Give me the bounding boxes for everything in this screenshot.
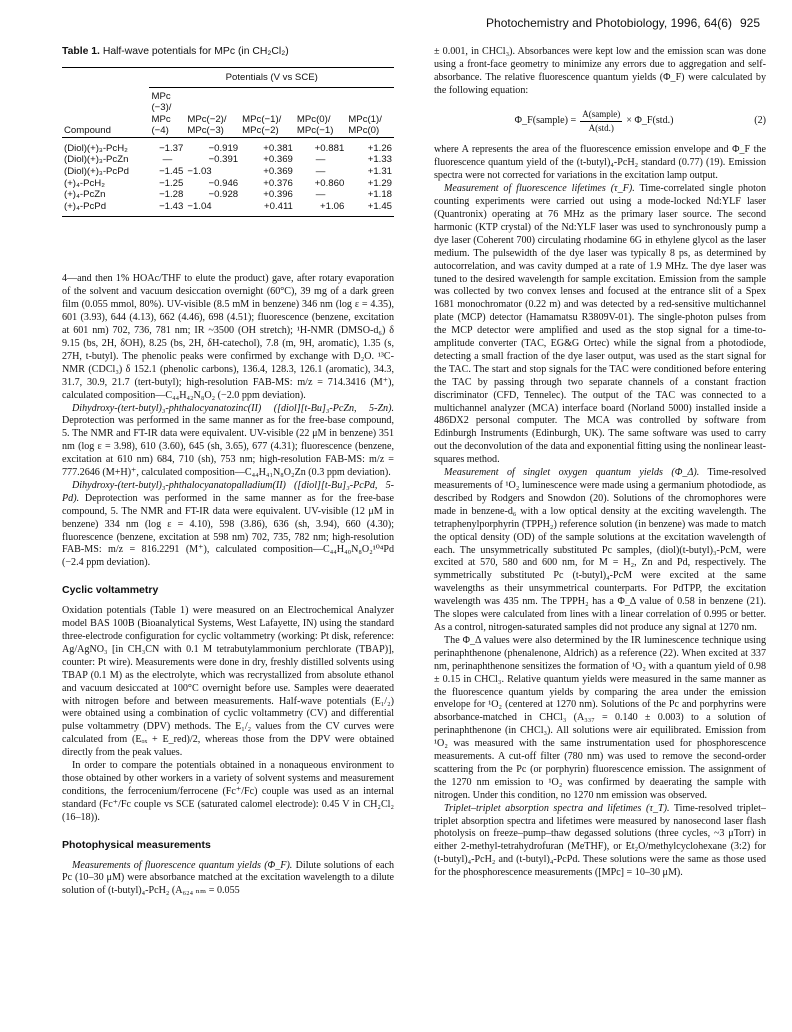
table-row: (+)₄-PcZn −1.28 −0.928 +0.396 — +1.18 — [64, 189, 392, 201]
table-row: (Diol)(+)₃-PcZn — −0.391 +0.369 — +1.33 — [64, 154, 392, 166]
col-header-mpc1: MPc(1)/ MPc(0) — [348, 113, 382, 137]
table-group-header: Potentials (V vs SCE) — [149, 67, 394, 87]
paragraph: Measurements of fluorescence quantum yields (Φ_F). Dilute solutions of each Pc (10–30 μM) were absorbance matched at the excitation wavelength to a dilute solution of (t-butyl)₄-PcH₂ (A₆₂₄ ₙₘ = 0.055 — [62, 859, 394, 897]
paragraph: Measurement of singlet oxygen quantum yields (Φ_Δ). Time-resolved measurements of ¹O₂ luminescence were made using a germanium photodiode, as described by Rodgers and Snowdon (20). Solutions of the chromophores were made in benzene-d₆ with a low optical density at the exciting wavelength. The tetraphenylporphyrin (TPPH₂) reference solution (in benzene) was made to match the optical density (OD) of the sample solutions at the excitation wavelength of each. The unsymmetrically substituted Pc samples, (diol)(t-butyl)₃-PcM, were excited at 570, 580 and 600 nm, for M = H₂, Zn and Pd, respectively. The symmetrically substituted Pc (t-butyl)₄-PcM were excited at the same wavelengths as their unsymmetrical counterparts. For PdTPP, the excitation wavelength was 435 nm. The TPPH₂ has a Φ_Δ value of 0.58 in benzene (21). The slopes were calculated from lines with a linear correlation of 0.995 or better. As a control, nitrogen-saturated samples did not produce any signal at 1270 nm. — [434, 467, 766, 633]
running-header — [0, 16, 760, 30]
paragraph: Measurement of fluorescence lifetimes (τ_F). Time-correlated single photon counting experiments were carried out using a mode-locked Nd:YLF laser (Quantronix) operating at 76 MHz as the primary laser source. The second harmonic (KTP crystal) of the Nd:YLF laser was used to synchronously pump a dye laser (Coherent 700) circulating rhodamine 6G in ethylene glycol as the laser medium. The pulsewidth of the dye laser was typically 8 ps, as determined by autocorrelation, and was cavity dumped at a rate of 1.9 MHz. The dye laser was tuned to the desired wavelength for sample excitation. Emission from the sample was collected by two convex lenses and focused at the entrance slit of a Spex 1681 monochromator (0.22 m) and was detected by a red-sensitive multichannel plate (MCP) detector (Hamamatsu R3809V-01). The single-photon pulses from the MCP detector were amplified and used as the stop signal for a time-to-amplitude converter (TAC, EG&G Ortec) while the signal from a photodiode, detecting a small fraction of the dye laser output, was used as the start signal for the TAC. The start and stop signals for the TAC were conditioned before entering the TAC by passing through two separate channels of a constant fraction discriminator (CFD, Tennelec). The output of the TAC was connected to a multichannel analyzer (MCA) interface board (Norland 5000) installed inside a 486DX2 personal computer. The MCA was controlled by software from Edinburgh Instruments (Edinburgh, UK). The same software was used to carry out the deconvolution of the data and exponential fitting using the nonlinear least-squares method. — [434, 183, 766, 466]
table-row: (Diol)(+)₃-PcPd −1.45 −1.03 +0.369 — +1.31 — [64, 166, 392, 178]
table-row: (+)₄-PcH₂ −1.25 −0.946 +0.376 +0.860 +1.29 — [64, 177, 392, 189]
equation-2 — [434, 108, 766, 135]
paragraph: where A represents the area of the fluorescence emission envelope and Φ_F the fluorescence quantum yield of the (t-butyl)₄-PcH₂ standard (0.77) (19). Emission spectra were not corrected for variations in the excitation lamp output. — [434, 144, 766, 182]
table-row: (+)₄-PcPd −1.43 −1.04 +0.411 +1.06 +1.45 — [62, 201, 394, 217]
section-heading-cyclic-voltammetry: Cyclic voltammetry — [62, 584, 159, 597]
paragraph: 4—and then 1% HOAc/THF to elute the product) gave, after rotary evaporation of the solvent and vacuum desiccation overnight (60°C), 39 mg of a dark green film (0.055 mmol, 80%). UV-visible (8.5 mM in benzene) 346 nm (log ε = 4.35), 601 (3.93), 644 (4.13), 662 (4.46), 698 (4.51); fluorescence (benzene, excitation at 601 nm) 702, 736, 781 nm; IR ~3500 (OH stretch); ¹H-NMR (DMSO-d₆) δ 9.15 (bs, 2H, δOH), 8.25 (bs, 2H, δH-catechol), 7.8 (m, 9H, aromatic), 1.35 (s, 27H, t-butyl). The phenolic peaks were confirmed by exchange with D₂O. ¹³C-NMR (CDCl₃) δ 152.1 (phenolic carbons), 136.4, 128.3, 126.1 (aromatic), 34.3, 31.7, 30.9, 21.7 (tert-butyl); high-resolution FAB-MS: m/z = 714.3416 (M⁺), calculated composition—C₄₄H₄₂N₈O₂ (−2.0 ppm deviation). — [62, 273, 394, 401]
paragraph: ± 0.001, in CHCl₃). Absorbances were kept low and the emission scan was done using a front-face geometry to minimize any errors due to aggregation and self-absorbance. The relative fluorescence quantum yields (Φ_F) were calculated by the following equation: — [434, 46, 766, 96]
paragraph: The Φ_Δ values were also determined by the IR luminescence technique using perinaphthenone (phenalenone, Aldrich) as a reference (22). When excited at 337 nm, perinaphthenone sensitizes the formation of ¹O₂ with a quantum yield of 0.98 ± 0.15 in CHCl₃. Relative quantum yields were measured in the same manner as the fluorescence quantum yields by comparing the area under the emission envelope for ¹O₂ (centered at 1270 nm). Solutions of the Pc and porphyrins were absorbance-matched in CHCl₃ (A₃₃₇ = 0.140 ± 0.003) to a solution of perinaphthenone (in CHCl₃). All solutions were air equilibrated. Emission from ¹O₂ was measured with the same instrumentation used for phosphorescence measurements. A cut-off filter (780 nm) was used to remove the second-order scattering from the Pc (or porphyrin) fluorescence emission. The assignment of the 1270 nm emission to ¹O₂ was confirmed by deaerating the sample with nitrogen. Under this condition, no 1270 nm emission was observed. — [434, 634, 766, 801]
page-number: 925 — [739, 16, 760, 30]
right-column — [434, 46, 766, 880]
table-row: (Diol)(+)₃-PcH₂ −1.37 −0.919 +0.381 +0.881 +1.26 — [64, 142, 392, 154]
left-column — [62, 46, 394, 898]
paragraph: In order to compare the potentials obtained in a nonaqueous environment to those obtained by other workers in a variety of solvent systems and measurement conditions, the ferrocenium/ferrocene (Fc⁺/Fc) couple was used as an internal standard (Fc⁺/Fc couple vs SCE (saturated calomel electrode): 0.45 V in CH₂Cl₂ (16–18)). — [62, 760, 394, 823]
col-header-mpc-1: MPc(−1)/ MPc(−2) — [242, 113, 282, 137]
equation-rhs: × Φ_F(std.) — [626, 114, 674, 126]
paragraph: Dihydroxy-(tert-butyl)₃-phthalocyanatozinc(II) ([diol][t-Bu]₃-PcZn, 5-Zn). Deprotection was performed in the same manner as for the free-base compound, 5. The NMR and FT-IR data were equivalent. UV-visible (22 μM in benzene) 351 nm (log ε = 3.98), 610 (3.60), 645 (sh, 3.65), 677 (4.31); fluorescence (benzene, excitation at 610 nm) 684, 710 (sh), 753 nm; high-resolution FAB-MS: m/z = 777.2646 (M+H)⁺, calculated composition—C₄₄H₄₁N₈O₂Zn (0.3 ppm deviation). — [62, 402, 394, 479]
paragraph: Triplet–triplet absorption spectra and lifetimes (τ_T). Time-resolved triplet–triplet absorption spectra and lifetimes were measured by nanosecond laser flash photolysis on freeze–pump–thaw degassed solutions (three cycles, ~3 μTorr) in either 2-methyl-tetrahydrofuran (MeTHF), or Et₂O/methylcyclohexane (3:2) for (t-butyl)₄-PcH₂ and (t-butyl)₄-PcPd. These solutions were the same as those used for the phosphorescence measurements ([MPc] = 10–30 μM). — [434, 802, 766, 879]
table-caption-text: Half-wave potentials for MPc (in CH₂Cl₂) — [102, 46, 289, 57]
equation-number: (2) — [754, 114, 766, 126]
journal-citation: Photochemistry and Photobiology, 1996, 64(6) — [486, 16, 732, 30]
col-header-mpc0: MPc(0)/ MPc(−1) — [296, 113, 334, 137]
paragraph: Dihydroxy-(tert-butyl)₃-phthalocyanatopalladium(II) ([diol][t-Bu]₃-PcPd, 5-Pd). Deprotection was performed in the same manner as for the free-base compound, 5. The NMR and FT-IR data were equivalent. UV-visible (12 μM in benzene) 334 nm (log ε = 4.10), 598 (3.86), 636 (sh, 3.94), 660 (4.30); fluorescence (benzene, excitation at 598 nm) 702, 735, 782 nm; high-resolution FAB-MS: m/z = 816.2291 (M⁺), calculated composition—C₄₄H₄₀N₈O₂¹⁰⁴Pd (−2.4 ppm deviation). — [62, 479, 394, 569]
half-wave-potentials-table — [62, 67, 394, 218]
table-label: Table 1. — [62, 46, 100, 57]
section-heading-photophysical: Photophysical measurements — [62, 838, 211, 851]
paragraph: Oxidation potentials (Table 1) were measured on an Electrochemical Analyzer model BAS 100B (Bioanalytical Systems, West Lafayette, IN) using the standard three-electrode configuration for cyclic voltammetry (working: Pt disk, reference: Ag/AgNO₃ [in CH₃CN with 0.1 M tetrabutylammonium perchlorate (TBAP)], counter: Pt wire). Measurements were done in dry, freshly distilled solvents using TBAP (0.1 M) as the electrolyte, which was recrystallized from absolute ethanol and vacuum desiccated at 100°C overnight before use. Samples were deaerated with nitrogen before and between measurements. Half-wave potentials (E₁/₂) were obtained using a combination of cyclic voltammetry (CV) and differential pulse voltammetry (DPV) methods. The E₁/₂ values from the CV curves were calculated from (Eₒₓ + E_red)/2, whereas those from the DPV were obtained directly from the peak values. — [62, 605, 394, 759]
equation-lhs: Φ_F(sample) = — [514, 114, 577, 126]
col-header-compound: Compound — [64, 125, 111, 137]
table-caption — [62, 46, 394, 59]
col-header-mpc-3: MPc (−3)/ MPc (−4) — [151, 90, 172, 137]
col-header-mpc-2: MPc(−2)/ MPc(−3) — [187, 113, 227, 137]
equation-fraction: $\frac{\text{A(sample)}}{\text{A(std.)}}$ — [582, 108, 621, 133]
